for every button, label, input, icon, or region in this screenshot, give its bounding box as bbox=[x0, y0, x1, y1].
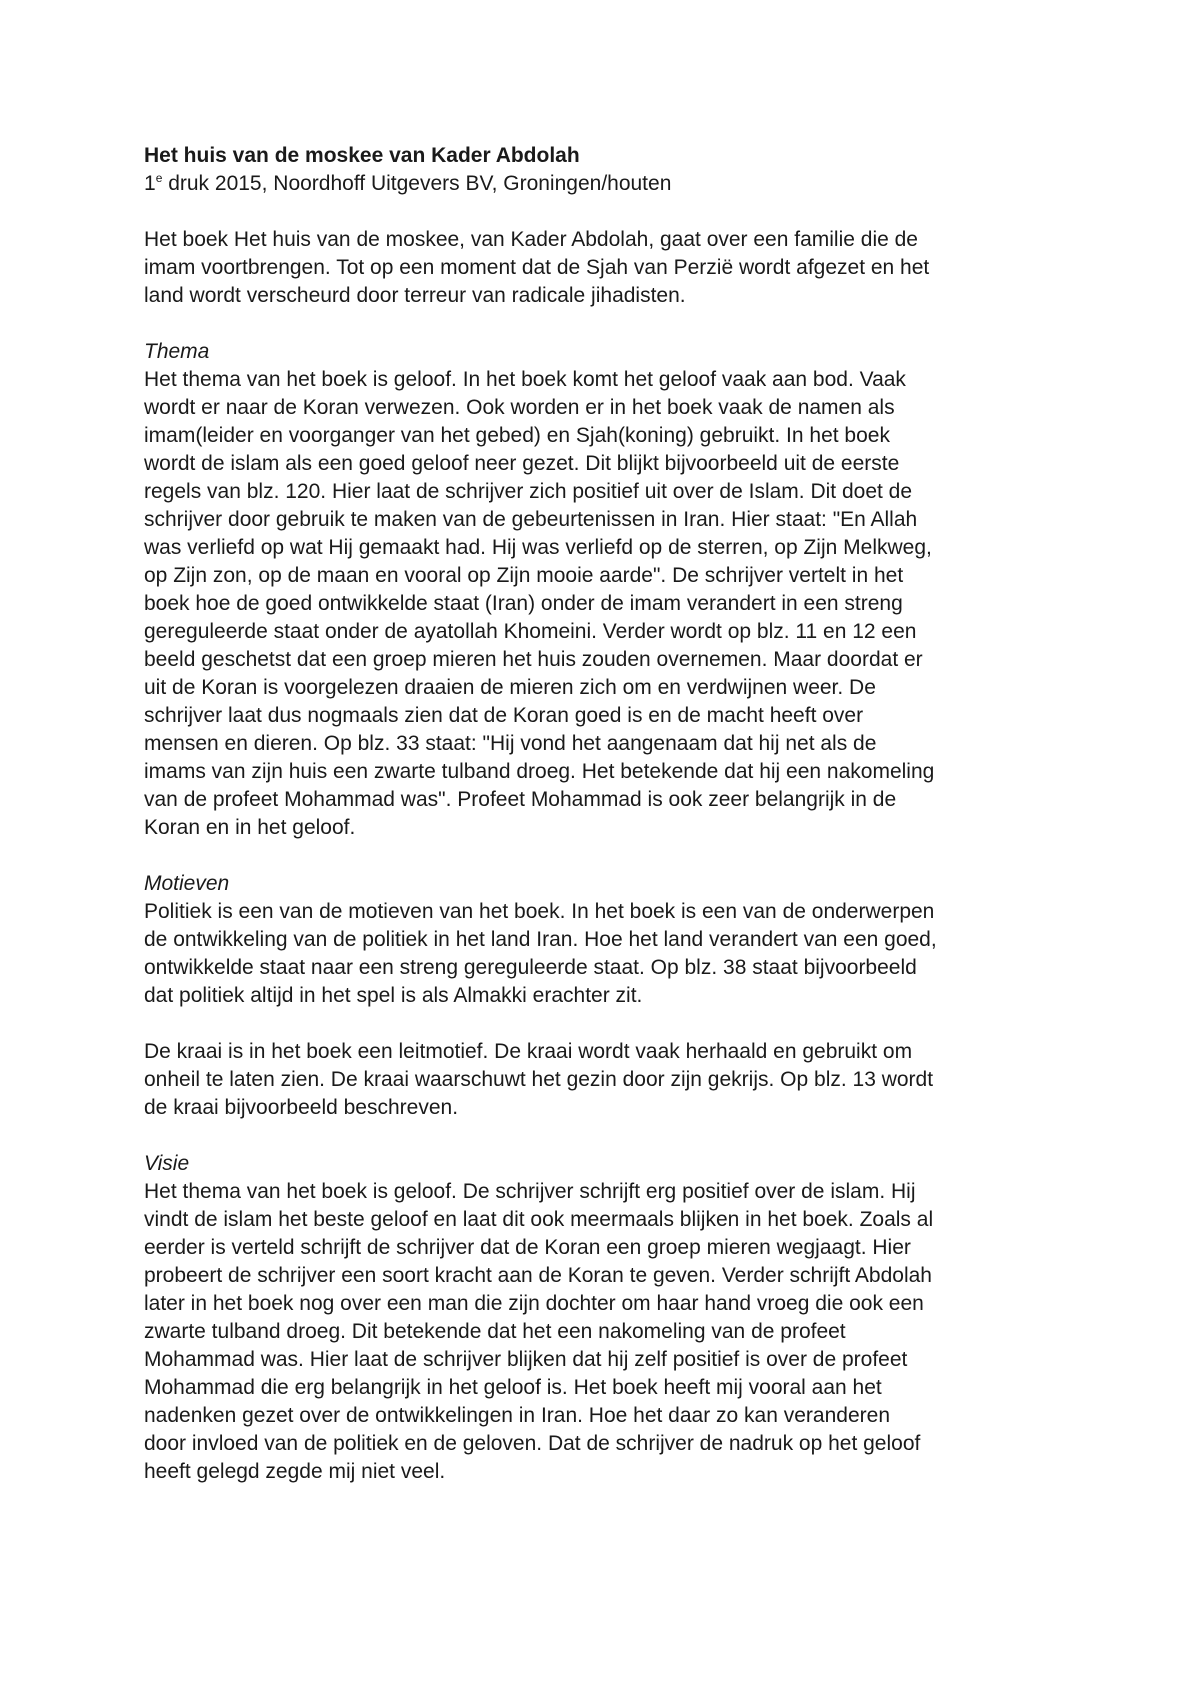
text-line: eerder is verteld schrijft de schrijver dat de Koran een groep mieren wegjaagt. Hier bbox=[144, 1236, 911, 1259]
section-heading: Motieven bbox=[144, 872, 230, 895]
text-line: land wordt verscheurd door terreur van radicale jihadisten. bbox=[144, 284, 686, 307]
text-line: imam(leider en voorganger van het gebed) en Sjah(koning) gebruikt. In het boek bbox=[144, 424, 890, 447]
text-line: nadenken gezet over de ontwikkelingen in Iran. Hoe het daar zo kan veranderen bbox=[144, 1404, 890, 1427]
text-line: door invloed van de politiek en de geloven. Dat de schrijver de nadruk op het geloof bbox=[144, 1432, 921, 1455]
text-line: mensen en dieren. Op blz. 33 staat: "Hij vond het aangenaam dat hij net als de bbox=[144, 732, 877, 755]
edition-number: 1 bbox=[144, 172, 156, 195]
text-line: Het thema van het boek is geloof. De schrijver schrijft erg positief over de islam. Hij bbox=[144, 1180, 916, 1203]
text-line: schrijver door gebruik te maken van de gebeurtenissen in Iran. Hier staat: "En Allah bbox=[144, 508, 918, 531]
section-motieven bbox=[144, 870, 1084, 1122]
text-line: Het thema van het boek is geloof. In het boek komt het geloof vaak aan bod. Vaak bbox=[144, 368, 906, 391]
section-visie bbox=[144, 1150, 1084, 1486]
text-line: Koran en in het geloof. bbox=[144, 816, 356, 839]
intro-paragraph bbox=[144, 226, 1084, 310]
text-line: van de profeet Mohammad was". Profeet Mohammad is ook zeer belangrijk in de bbox=[144, 788, 897, 811]
section-paragraph bbox=[144, 1038, 1084, 1122]
text-line: vindt de islam het beste geloof en laat dit ook meermaals blijken in het boek. Zoals al bbox=[144, 1208, 934, 1231]
document-title: Het huis van de moskee van Kader Abdolah bbox=[144, 144, 580, 167]
text-line: later in het boek nog over een man die zijn dochter om haar hand vroeg die ook een bbox=[144, 1292, 924, 1315]
section-thema bbox=[144, 338, 1084, 842]
edition-line bbox=[144, 170, 1084, 198]
text-line: wordt de islam als een goed geloof neer gezet. Dit blijkt bijvoorbeeld uit de eerste bbox=[144, 452, 900, 475]
text-line: boek hoe de goed ontwikkelde staat (Iran) onder de imam verandert in een streng bbox=[144, 592, 903, 615]
text-line: imams van zijn huis een zwarte tulband droeg. Het betekende dat hij een nakomeling bbox=[144, 760, 935, 783]
text-line: beeld geschetst dat een groep mieren het huis zouden overnemen. Maar doordat er bbox=[144, 648, 923, 671]
section-paragraph bbox=[144, 898, 1084, 1010]
text-line: De kraai is in het boek een leitmotief. De kraai wordt vaak herhaald en gebruikt om bbox=[144, 1040, 913, 1063]
text-line: uit de Koran is voorgelezen draaien de mieren zich om en verdwijnen weer. De bbox=[144, 676, 876, 699]
text-line: de ontwikkeling van de politiek in het land Iran. Hoe het land verandert van een goed, bbox=[144, 928, 937, 951]
section-paragraph bbox=[144, 366, 1084, 842]
section-heading: Visie bbox=[144, 1152, 190, 1175]
text-line: Het boek Het huis van de moskee, van Kader Abdolah, gaat over een familie die de bbox=[144, 228, 918, 251]
text-line: regels van blz. 120. Hier laat de schrijver zich positief uit over de Islam. Dit doet de bbox=[144, 480, 913, 503]
text-line: Mohammad die erg belangrijk in het geloof is. Het boek heeft mij vooral aan het bbox=[144, 1376, 882, 1399]
text-line: gereguleerde staat onder de ayatollah Khomeini. Verder wordt op blz. 11 en 12 een bbox=[144, 620, 917, 643]
text-line: imam voortbrengen. Tot op een moment dat de Sjah van Perzië wordt afgezet en het bbox=[144, 256, 930, 279]
text-line: wordt er naar de Koran verwezen. Ook worden er in het boek vaak de namen als bbox=[144, 396, 895, 419]
text-line: dat politiek altijd in het spel is als Almakki erachter zit. bbox=[144, 984, 643, 1007]
edition-superscript: e bbox=[155, 171, 163, 185]
edition-details: druk 2015, Noordhoff Uitgevers BV, Groningen/houten bbox=[162, 172, 672, 195]
text-line: heeft gelegd zegde mij niet veel. bbox=[144, 1460, 446, 1483]
text-line: op Zijn zon, op de maan en vooral op Zijn mooie aarde". De schrijver vertelt in het bbox=[144, 564, 904, 587]
text-line: ontwikkelde staat naar een streng gereguleerde staat. Op blz. 38 staat bijvoorbeeld bbox=[144, 956, 917, 979]
text-line: onheil te laten zien. De kraai waarschuwt het gezin door zijn gekrijs. Op blz. 13 wordt bbox=[144, 1068, 934, 1091]
text-line: probeert de schrijver een soort kracht aan de Koran te geven. Verder schrijft Abdolah bbox=[144, 1264, 932, 1287]
section-heading: Thema bbox=[144, 340, 210, 363]
document-body bbox=[144, 142, 1084, 1486]
text-line: was verliefd op wat Hij gemaakt had. Hij was verliefd op de sterren, op Zijn Melkweg, bbox=[144, 536, 932, 559]
text-line: Mohammad was. Hier laat de schrijver blijken dat hij zelf positief is over de profeet bbox=[144, 1348, 908, 1371]
text-line: zwarte tulband droeg. Dit betekende dat het een nakomeling van de profeet bbox=[144, 1320, 846, 1343]
text-line: de kraai bijvoorbeeld beschreven. bbox=[144, 1096, 459, 1119]
text-line: schrijver laat dus nogmaals zien dat de Koran goed is en de macht heeft over bbox=[144, 704, 864, 727]
section-paragraph bbox=[144, 1178, 1084, 1486]
text-line: Politiek is een van de motieven van het boek. In het boek is een van de onderwerpen bbox=[144, 900, 935, 923]
